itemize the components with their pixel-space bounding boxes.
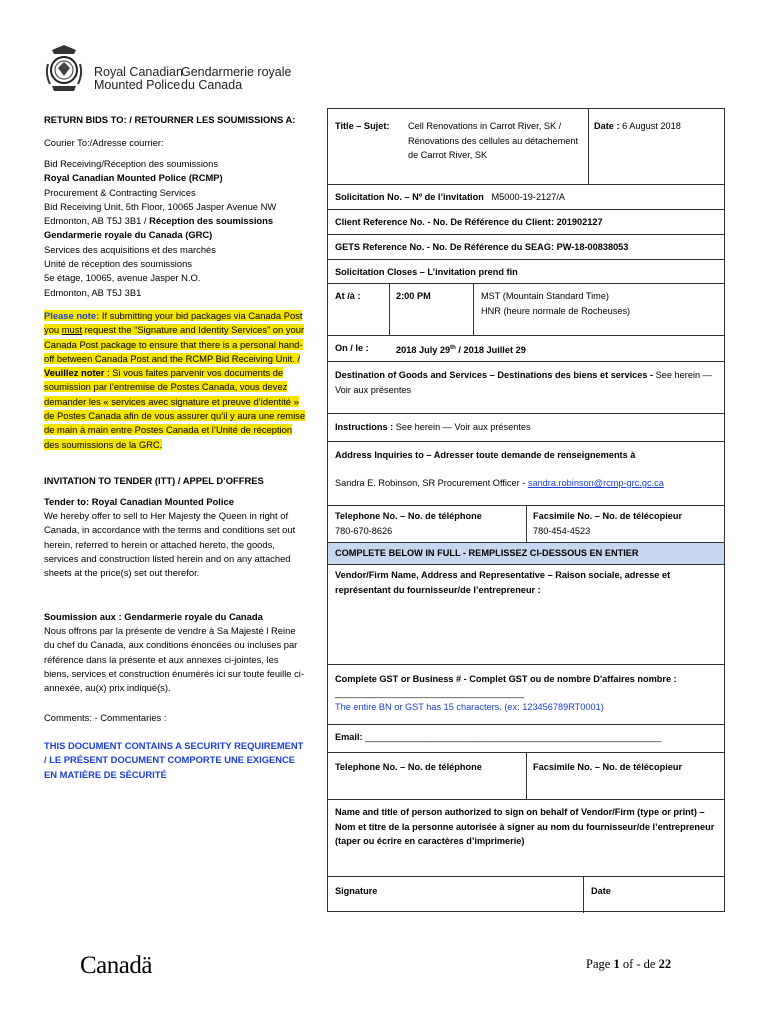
vendor-input-area[interactable] [329, 599, 723, 663]
canada-wordmark: Canadä [80, 952, 152, 979]
date-field: Date : 6 August 2018 [594, 121, 681, 131]
gst-note: The entire BN or GST has 15 characters. (ex: 123456789RT0001) [335, 702, 604, 712]
return-bids-title: RETURN BIDS TO: / RETOURNER LES SOUMISSIONS A: [44, 114, 296, 125]
destination: Destination of Goods and Services – Destinations des biens et services - See herein — Voir aux présentes [335, 370, 712, 395]
complete-below-banner: COMPLETE BELOW IN FULL - REMPLISSEZ CI-DESSOUS EN ENTIER [335, 548, 639, 558]
gets-reference: GETS Reference No. - No. De Référence du SEAG: PW-18-00838053 [335, 242, 629, 252]
tender-text: We hereby offer to sell to Her Majesty the Queen in right of Canada, in accordance with the terms and conditions set out herein, referred to herein or attached hereto, the goods, services and construction listed herein and on any attached sheets at the price(s) set out therefor. [44, 510, 296, 579]
procurement-officer: Sandra E. Robinson, SR Procurement Officer - sandra.robinson@rcmp-grc.gc.ca [335, 478, 664, 488]
title-label: Title – Sujet: [335, 121, 390, 131]
signature-label: Signature [335, 886, 378, 896]
comments-label: Comments: - Commentaries : [44, 712, 167, 723]
vendor-telephone-label: Telephone No. – No. de téléphone [335, 762, 482, 772]
org-name-fr: Gendarmerie royale du Canada [181, 65, 292, 92]
tender-to: Tender to: Royal Canadian Mounted Police [44, 496, 234, 507]
solicitation-closes: Solicitation Closes – L’invitation prend fin [335, 267, 518, 277]
courier-label: Courier To:/Adresse courrier: [44, 137, 164, 148]
email-field[interactable]: Email: __________________________________________________________ [335, 732, 662, 742]
address-inquiries: Address Inquiries to – Adresser toute demande de renseignements à [335, 450, 636, 460]
return-address: Bid Receiving/Réception des soumissions Royal Canadian Mounted Police (RCMP) Procurement & Contracting Services Bid Receiving Unit, 5th Floor, 10065 Jasper Avenue NW Edmonton, AB T5J 3B1 / Réception des soumissions Gendarmerie royale du Canada (GRC) Services des acquisitions et des marchés Unité de réception des soumissions 5e étage, 10065, avenue Jasper N.O. Edmonton, AB T5J 3B1 [44, 158, 277, 298]
on-label: On / le : [335, 343, 369, 353]
rcmp-crest-icon [44, 44, 84, 92]
officer-telephone: Telephone No. – No. de téléphone 780-670-8626 [335, 511, 482, 536]
page-number: Page 1 of - de 22 [586, 957, 672, 971]
vendor-label: Vendor/Firm Name, Address and Representative – Raison sociale, adresse et représentant du fournisseur/de l’entrepreneur : [335, 570, 671, 595]
gst-input-line[interactable]: _____________________________________ [335, 688, 525, 698]
soumission-aux: Soumission aux : Gendarmerie royale du Canada [44, 611, 263, 622]
security-notice: THIS DOCUMENT CONTAINS A SECURITY REQUIREMENT / LE PRÉSENT DOCUMENT COMPORTE UNE EXIGENCE EN MATIÈRE DE SÉCURITÉ [44, 740, 304, 780]
gst-label: Complete GST or Business # - Complet GST ou de nombre D'affaires nombre : [335, 674, 677, 684]
title-value: Cell Renovations in Carrot River, SK / Rénovations des cellules au détachement de Carrot River, SK [408, 121, 579, 160]
vendor-facsimile-label: Facsimile No. – No. de télécopieur [533, 762, 683, 772]
client-reference: Client Reference No. - No. De Référence du Client: 201902127 [335, 217, 603, 227]
time-zone: MST (Mountain Standard Time) HNR (heure normale de Rocheuses) [481, 291, 631, 316]
solicitation-number: Solicitation No. – Nº de l’invitation M5000-19-2127/A [335, 192, 566, 202]
date-label: Date [591, 886, 611, 896]
at-label: At /à : [335, 291, 361, 301]
soumission-text: Nous offrons par la présente de vendre à Sa Majesté l Reine du chef du Canada, aux conditions énoncées ou incluses par référence dans la présente et aux annexes ci-jointes, les biens, services et construction énumérés ici sur toute feuille ci-annexée, au(x) prix indiqué(s). [44, 625, 305, 694]
canada-post-note: Please note: If submitting your bid packages via Canada Post you must request the “Signature and Identity Services” on your Canada Post package to ensure that there is a personal hand-off between Canada Post and the RCMP Bid Receiving Unit. / Veuillez noter : Si vous faites parvenir vos documents de soumission par l’entremise de Postes Canada, vous devez demander les « services avec signature et preuve d’identité » de Postes Canada afin de vous assurer qu’il y aura une remise de main à main entre Postes Canada et l’Unité de réception des soumissions de la GRC. [44, 310, 306, 450]
bid-form [327, 108, 725, 912]
instructions: Instructions : See herein — Voir aux présentes [335, 422, 531, 432]
closing-date: 2018 July 29th / 2018 Juillet 29 [396, 345, 526, 356]
officer-facsimile: Facsimile No. – No. de télécopieur 780-454-4523 [533, 511, 683, 536]
org-name-en: Royal Canadian Mounted Police [94, 65, 183, 92]
closing-time: 2:00 PM [396, 291, 431, 301]
itt-title: INVITATION TO TENDER (ITT) / APPEL D’OFFRES [44, 475, 264, 486]
authorized-person-label: Name and title of person authorized to sign on behalf of Vendor/Firm (type or print) – Nom et titre de la personne autorisée à signer au nom du fournisseur/de l’entrepreneur (taper ou écrire en caractères d’imprimerie) [335, 807, 715, 846]
officer-email-link[interactable]: sandra.robinson@rcmp-grc.gc.ca [527, 478, 664, 488]
